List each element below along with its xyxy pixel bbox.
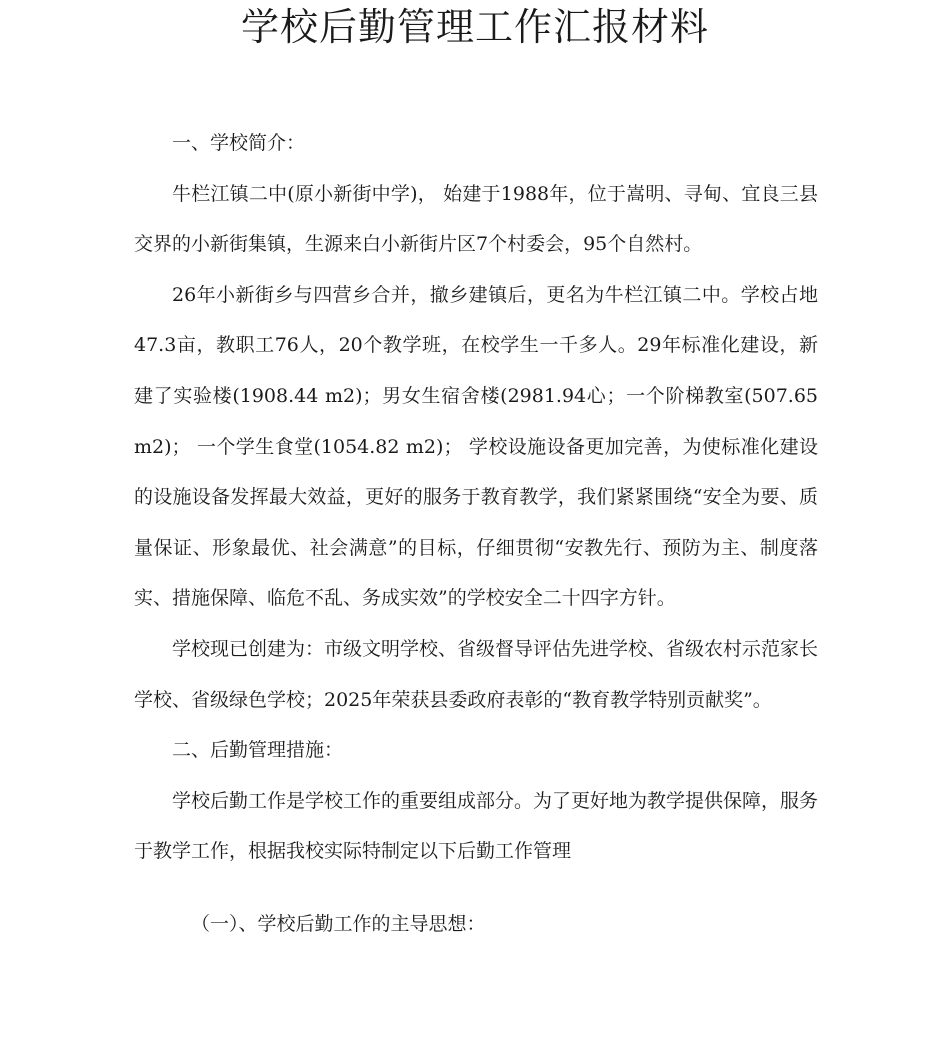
paragraph-school-honors: 学校现已创建为：市级文明学校、省级督导评估先进学校、省级农村示范家长学校、省级绿色学校；2025年荣获县委政府表彰的“教育教学特别贡献奖”。 (134, 637, 819, 711)
paragraph-logistics-intro: 学校后勤工作是学校工作的重要组成部分。为了更好地为教学提供保障，服务于教学工作，根据我校实际特制定以下后勤工作管理 (134, 789, 819, 863)
section-heading-school-intro: 一、学校简介： (172, 132, 306, 154)
document-title: 学校后勤管理工作汇报材料 (240, 5, 709, 49)
subsection-heading-guiding-idea: （一）、学校后勤工作的主导思想： (191, 912, 486, 935)
document-body (134, 118, 818, 950)
paragraph-school-history: 牛栏江镇二中(原小新街中学)， 始建于1988年，位于嵩明、寻甸、宜良三县交界的小新街集镇，生源来白小新街片区7个村委会，95个自然村。 (134, 182, 818, 256)
paragraph-school-facilities: 26年小新街乡与四营乡合并，撤乡建镇后，更名为牛栏江镇二中。学校占地47.3亩，教职工76人，20个教学班，在校学生一千多人。29年标准化建设，新建了实验楼(1908.44 m2)；男女生宿舍楼(2981.94心；一个阶梯教室(507.65 m2)； 一个学生食堂(1054.82 m2)； 学校设施设备更加完善，为使标准化建设的设施设备发挥最大效益，更好的服务于教育教学，我们紧紧围绕“安全为要、质量保证、形象最优、社会满意”的目标，仔细贯彻“安教先行、预防为主、制度落实、措施保障、临危不乱、务成实效”的学校安全二十四字方针。 (134, 283, 818, 610)
section-spacer (134, 877, 818, 899)
section-heading-logistics-measures: 二、后勤管理措施： (172, 739, 344, 762)
